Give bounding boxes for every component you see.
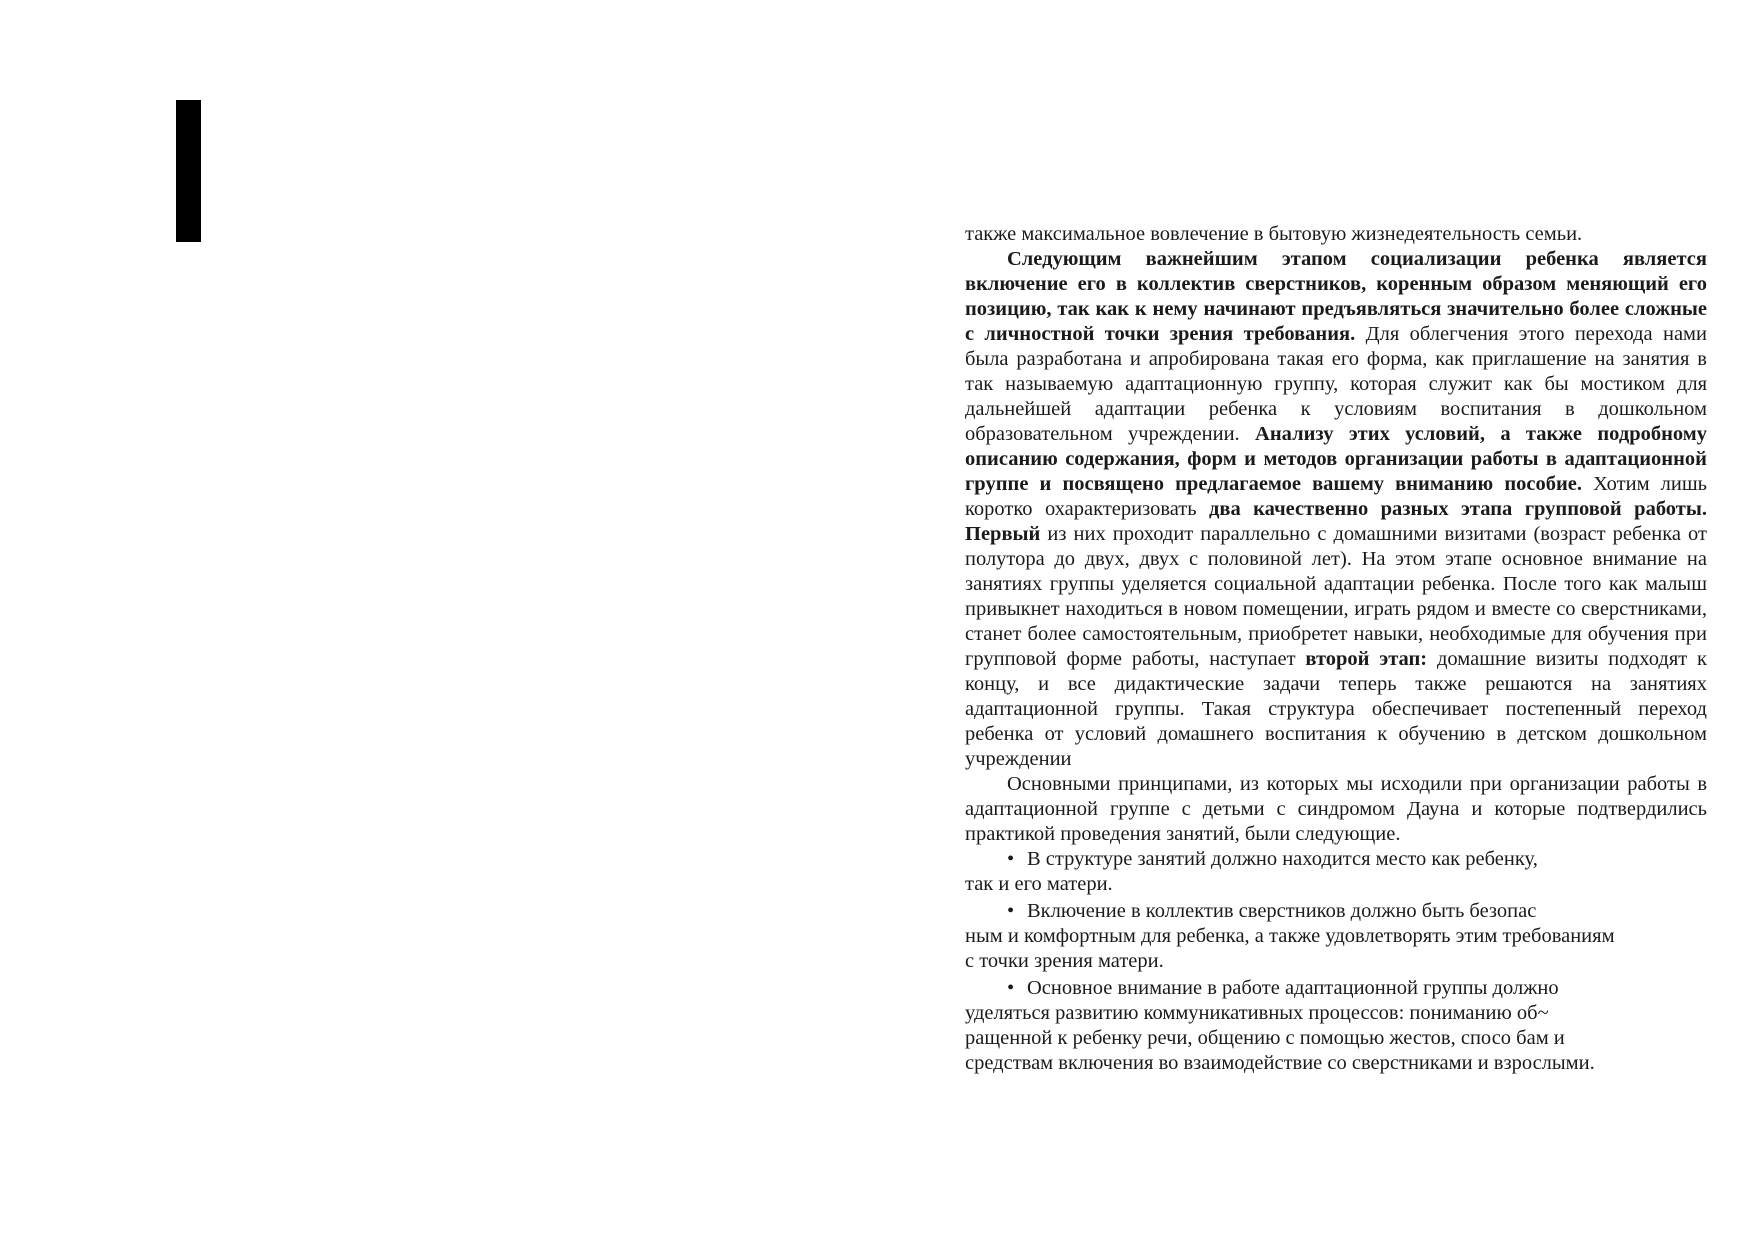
principles-list: [965, 847, 1617, 1076]
para1-text-a: Для облегчения этого перехода нами была разработана и апробирована такая его форма, как приглашение на занятия в так называемую адаптационную группу, которая служит как бы мостиком для дальнейшей адаптации ребенка к условиям воспитания в дошкольном образовательном учреждении.: [965, 323, 1707, 445]
para1-text-d: домашние визиты подходят к концу, и все дидактические задачи теперь также решаются на занятиях адаптационной группы. Такая структура обеспечивает постепенный переход ребенка от условий домашнего воспитания к обучению в детском дошкольном учреждении: [965, 648, 1708, 770]
bold-analysis: Анализу этих условий, а также подробному описанию содержания, форм и методов организации работы в адаптационной группе и посвящено предлагаемое вашему вниманию пособие.: [965, 423, 1707, 495]
list-item-first-line: Основное внимание в работе адаптационной группы должно: [1027, 977, 1559, 999]
para1-text-c: из них проходит параллельно с домашними визитами (возраст ребенка от полутора до двух, двух с половиной лет). На этом этапе основное внимание на занятиях группы уделяется социальной адаптации ребенка. После того как малыш привыкнет находиться в новом помещении, играть рядом и вместе со сверстниками, станет более самостоятельным, приобретет навыки, необходимые для обучения при групповой форме работы, наступает: [965, 523, 1707, 670]
paragraph-adaptation-group: [965, 247, 1707, 772]
bold-second-stage: второй этап:: [1305, 648, 1428, 670]
list-item: [965, 847, 1617, 897]
list-item-first-line: В структуре занятий должно находится место как ребенку,: [1027, 848, 1538, 870]
page-edge-marker: [176, 100, 201, 242]
continuation-line: также максимальное вовлечение в бытовую жизнедеятельность семьи.: [965, 223, 1583, 245]
list-item-rest: ным и комфортным для ребенка, а также удовлетворять этим требованиям с точки зрения матери.: [965, 925, 1615, 972]
list-item-rest: уделяться развитию коммуникативных процессов: пониманию об~ ращенной к ребенку речи, общению с помощью жестов, спосо бам и средствам включения во взаимодействие со сверстниками и взрослыми.: [965, 1002, 1595, 1074]
para1-text-b: Хотим лишь коротко охарактеризовать: [965, 473, 1708, 520]
list-item: [965, 899, 1617, 974]
text-column: [965, 222, 1707, 1076]
list-item-rest: так и его матери.: [965, 873, 1113, 895]
bullet-icon: •: [1007, 848, 1015, 870]
paragraph-principles: Основными принципами, из которых мы исходили при организации работы в адаптационной группе с детьми с синдромом Дауна и которые подтвердились практикой проведения занятий, были следующие.: [965, 773, 1707, 845]
bullet-icon: •: [1007, 977, 1015, 999]
bold-stages: два качественно разных этапа групповой работы. Первый: [965, 498, 1707, 545]
bullet-icon: •: [1007, 900, 1015, 922]
list-item-first-line: Включение в коллектив сверстников должно быть безопас: [1027, 900, 1537, 922]
list-item: [965, 976, 1617, 1076]
bold-intro: Следующим важнейшим этапом социализации ребенка является включение его в коллектив сверстников, коренным образом меняющий его позицию, так как к нему начинают предъявляться значительно более сложные с личностной точки зрения требования.: [965, 248, 1707, 345]
